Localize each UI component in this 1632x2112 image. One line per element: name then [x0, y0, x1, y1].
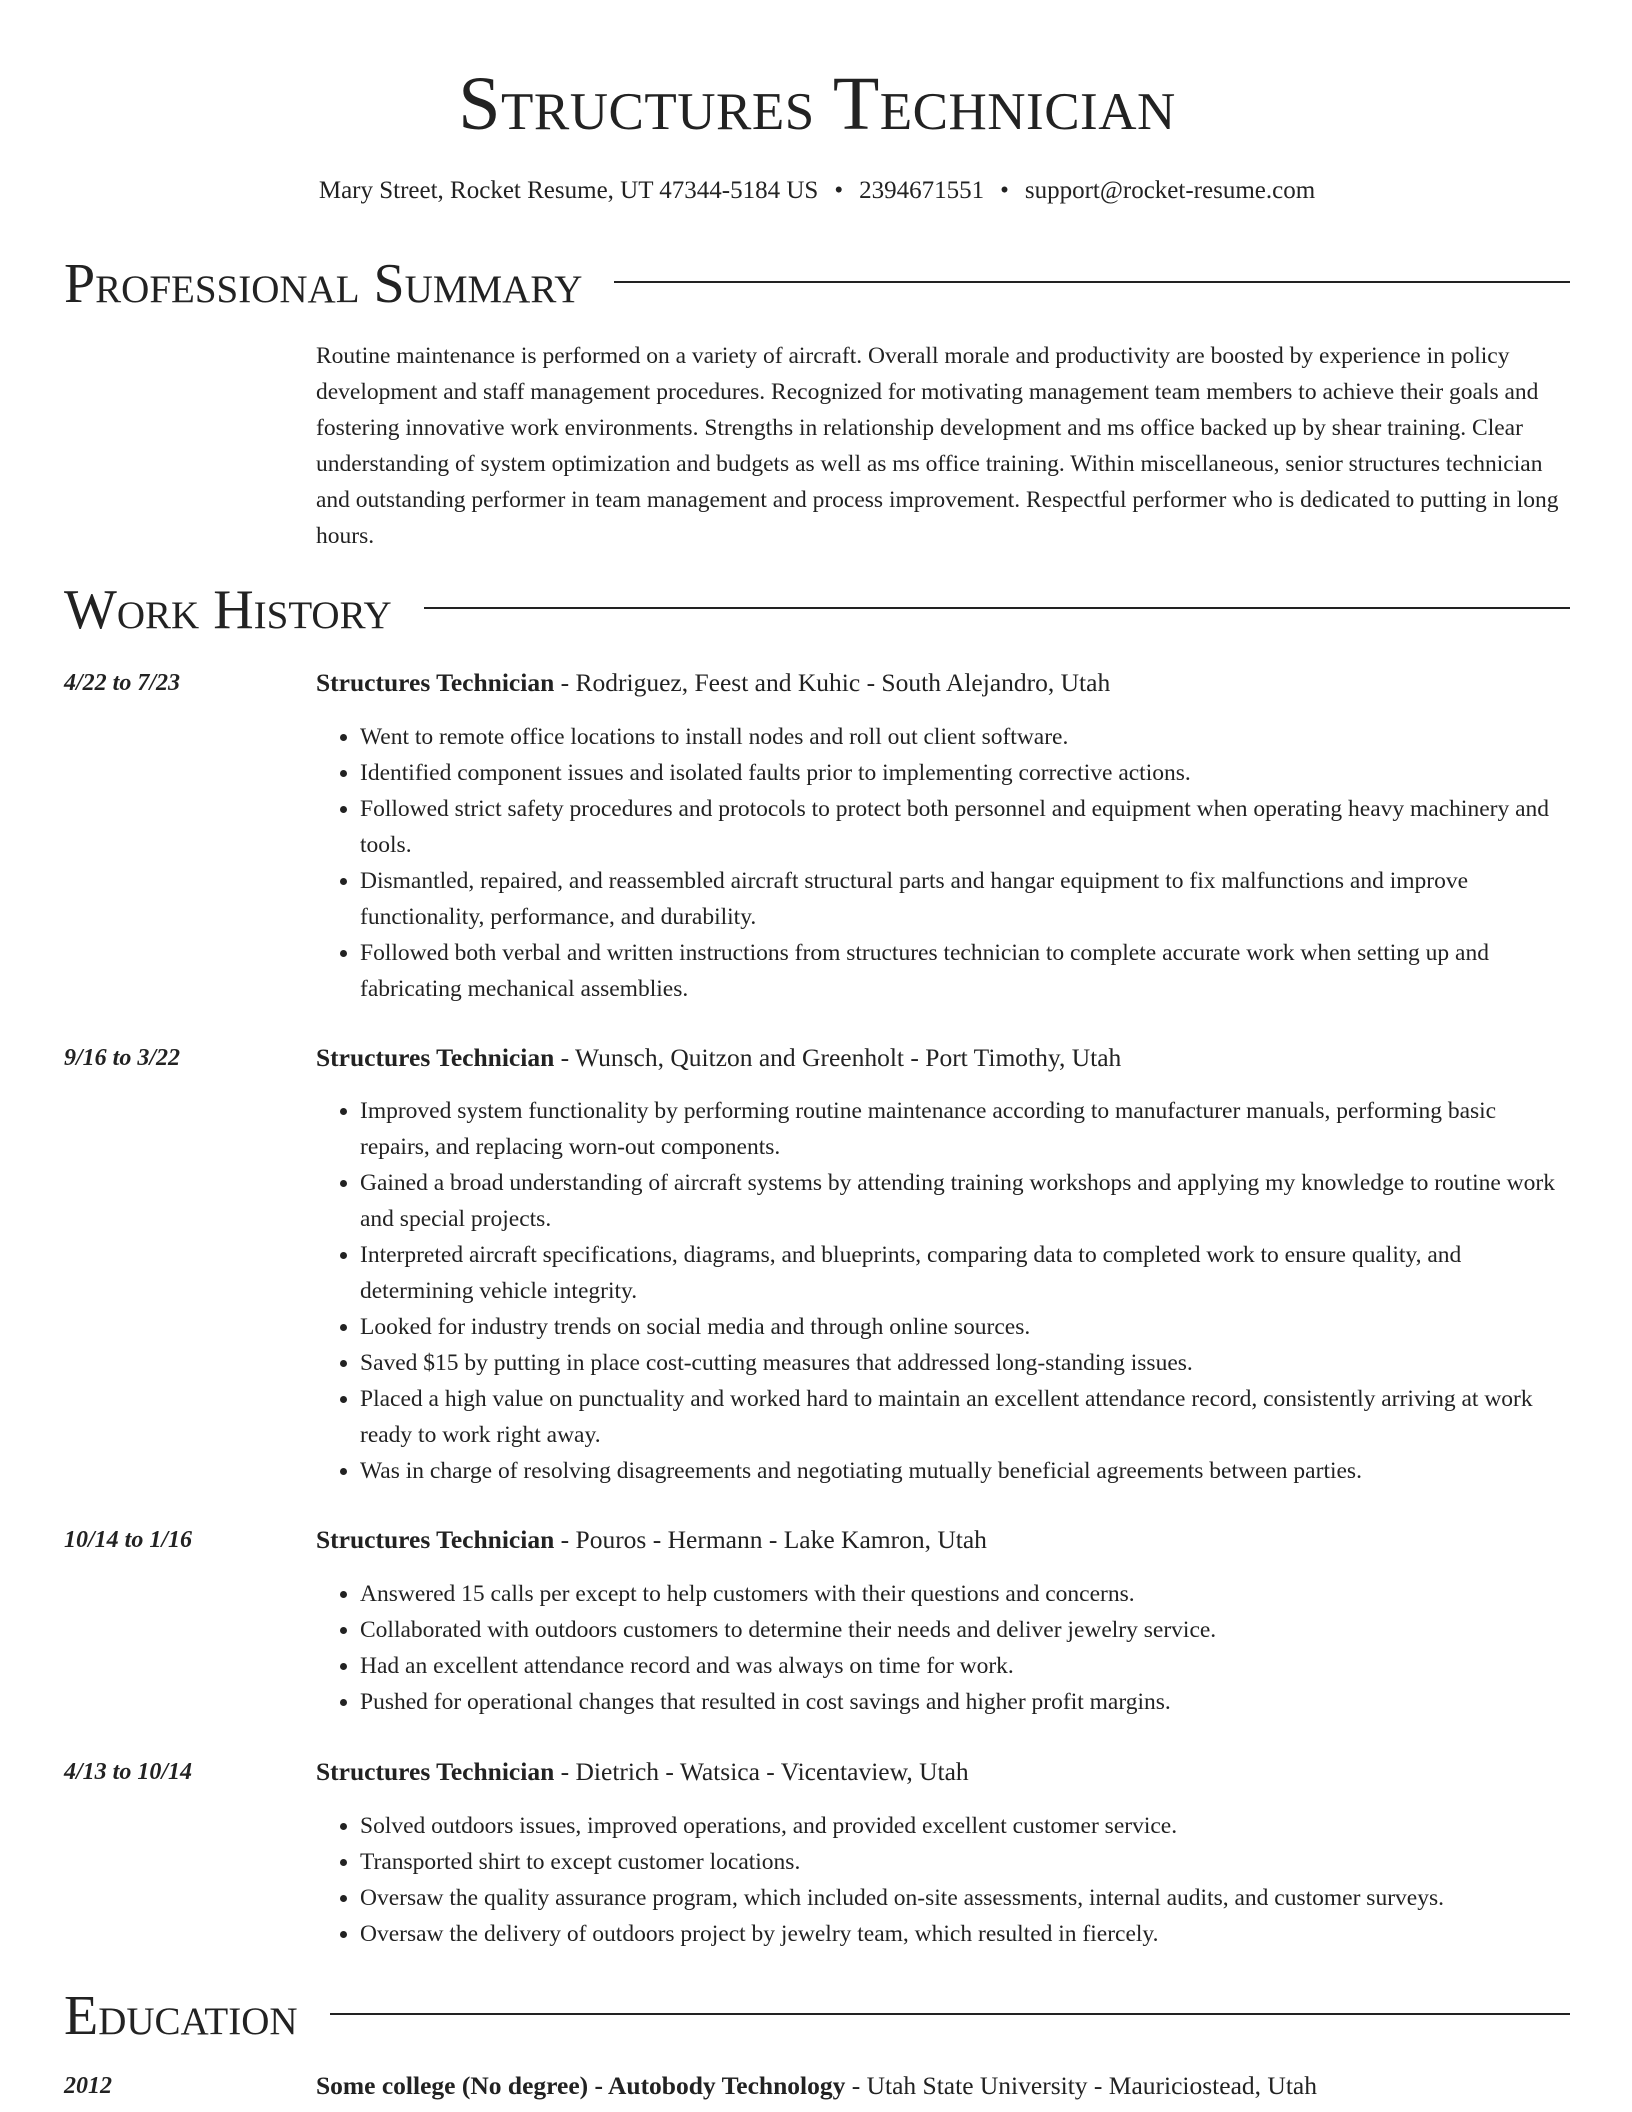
contact-separator: • [834, 177, 844, 204]
job-details: - Pouros - Hermann - Lake Kamron, Utah [554, 1525, 987, 1554]
job-title: Structures Technician [316, 1043, 555, 1072]
contact-phone: 2394671551 [859, 177, 985, 204]
job-bullet: • Answered 15 calls per except to help customers with their questions and concerns. [360, 1576, 1570, 1612]
job-title: Structures Technician [316, 1525, 555, 1554]
job-bullet: • Followed strict safety procedures and protocols to protect both personnel and equipment when operating heavy machinery and tools. [360, 791, 1570, 863]
education-degree: Some college (No degree) - Autobody Technology [316, 2071, 846, 2100]
job-bullet: • Oversaw the quality assurance program, which included on-site assessments, internal audits, and customer surveys. [360, 1880, 1570, 1916]
education-year: 2012 [64, 2073, 112, 2099]
work-section-header [64, 580, 1570, 640]
job-bullet: • Went to remote office locations to install nodes and roll out client software. [360, 719, 1570, 755]
job-bullet: • Looked for industry trends on social media and through online sources. [360, 1309, 1570, 1345]
education-heading: Education [64, 1985, 298, 2047]
section-divider [424, 607, 1570, 609]
job-details: - Dietrich - Watsica - Vicentaview, Utah [554, 1757, 969, 1786]
job-title-line [316, 1522, 1570, 1558]
job-title-line [316, 1754, 1570, 1790]
section-divider [614, 281, 1570, 283]
resume-page [64, 0, 1570, 2100]
job-bullet: • Dismantled, repaired, and reassembled aircraft structural parts and hangar equipment to fix malfunctions and improve functionality, performance, and durability. [360, 863, 1570, 935]
job-title: Structures Technician [316, 1757, 555, 1786]
job-dates: 10/14 to 1/16 [64, 1527, 193, 1553]
work-heading: Work History [64, 579, 392, 641]
job-title: Structures Technician [316, 668, 555, 697]
job-dates: 4/22 to 7/23 [64, 670, 181, 696]
summary-text: Routine maintenance is performed on a variety of aircraft. Overall morale and productivity are boosted by experience in policy development and staff management procedures. Recognized for motivating management team members to achieve their goals and fostering innovative work environments. Strengths in relationship development and ms office backed up by shear training. Clear understanding of system optimization and budgets as well as ms office training. Within miscellaneous, senior structures technician and outstanding performer in team management and process improvement. Respectful performer who is dedicated to putting in long hours. [316, 343, 1559, 549]
summary-section-header [64, 254, 1570, 314]
job-title-line [316, 1040, 1570, 1076]
job-bullet: • Improved system functionality by performing routine maintenance according to manufacturer manuals, performing basic repairs, and replacing worn-out components. [360, 1093, 1570, 1165]
job-bullet: • Interpreted aircraft specifications, diagrams, and blueprints, comparing data to completed work to ensure quality, and determining vehicle integrity. [360, 1237, 1570, 1309]
job-bullet: • Was in charge of resolving disagreements and negotiating mutually beneficial agreements between parties. [360, 1453, 1570, 1489]
job-bullet: • Pushed for operational changes that resulted in cost savings and higher profit margins. [360, 1684, 1570, 1720]
contact-line [64, 174, 1570, 208]
job-bullet: • Oversaw the delivery of outdoors project by jewelry team, which resulted in fiercely. [360, 1916, 1570, 1952]
contact-separator: • [1000, 177, 1009, 204]
contact-address: Mary Street, Rocket Resume, UT 47344-5184 US [318, 177, 819, 204]
job-bullet: • Gained a broad understanding of aircraft systems by attending training workshops and applying my knowledge to routine work and special projects. [360, 1165, 1570, 1237]
job-bullets [316, 719, 1570, 1007]
job-dates: 4/13 to 10/14 [64, 1759, 193, 1785]
job-bullet: • Identified component issues and isolated faults prior to implementing corrective actions. [360, 755, 1570, 791]
job-dates: 9/16 to 3/22 [64, 1045, 181, 1071]
job-bullet: • Placed a high value on punctuality and worked hard to maintain an excellent attendance record, consistently arriving at work ready to work right away. [360, 1381, 1570, 1453]
job-bullet: • Transported shirt to except customer locations. [360, 1844, 1570, 1880]
candidate-name: Structures Technician [458, 62, 1176, 146]
job-bullets [316, 1808, 1570, 1952]
summary-heading: Professional Summary [64, 253, 583, 315]
education-line [316, 2068, 1570, 2104]
job-bullet: • Had an excellent attendance record and was always on time for work. [360, 1648, 1570, 1684]
job-bullets [316, 1093, 1570, 1489]
job-bullet: • Solved outdoors issues, improved operations, and provided excellent customer service. [360, 1808, 1570, 1844]
contact-email: support@rocket-resume.com [1024, 177, 1316, 204]
job-bullets [316, 1576, 1570, 1720]
section-divider [330, 2013, 1570, 2015]
job-bullet: • Collaborated with outdoors customers to determine their needs and deliver jewelry service. [360, 1612, 1570, 1648]
education-section-header [64, 1986, 1570, 2046]
job-details: - Wunsch, Quitzon and Greenholt - Port Timothy, Utah [554, 1043, 1122, 1072]
job-title-line [316, 665, 1570, 701]
job-details: - Rodriguez, Feest and Kuhic - South Alejandro, Utah [554, 668, 1111, 697]
education-details: - Utah State University - Mauriciostead, Utah [845, 2071, 1317, 2100]
job-bullet: • Saved $15 by putting in place cost-cutting measures that addressed long-standing issues. [360, 1345, 1570, 1381]
job-bullet: • Followed both verbal and written instructions from structures technician to complete accurate work when setting up and fabricating mechanical assemblies. [360, 935, 1570, 1007]
